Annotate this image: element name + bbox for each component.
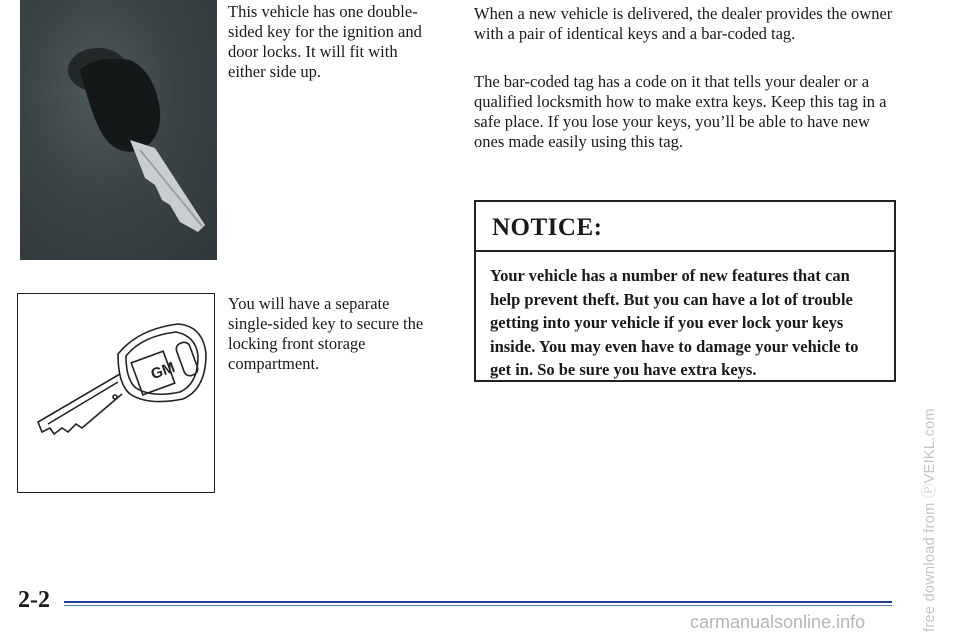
double-sided-key-illustration: [20, 0, 217, 260]
storage-key-text: You will have a separate single-sided key to secure the locking front storage compartment.: [228, 294, 424, 373]
notice-heading: NOTICE:: [476, 202, 894, 252]
key-logo-text: GM: [148, 358, 178, 384]
page-number: 2-2: [18, 587, 50, 613]
storage-key-figure: [17, 293, 215, 493]
side-watermark: free download from ⓅVEIKL.com: [922, 408, 938, 632]
footer-rule: [64, 601, 892, 603]
bar-code-text: The bar-coded tag has a code on it that tells your dealer or a qualified locksmith how to make extra keys. Keep this tag in a safe place. If you lose your keys, you’ll be able to have new ones made easily using this tag.: [474, 72, 887, 151]
key-photo: [20, 0, 217, 260]
single-sided-key-icon: [18, 294, 216, 494]
key-intro-text: This vehicle has one double-sided key for the ignition and door locks. It will fit with either side up.: [228, 2, 422, 81]
bottom-watermark: carmanualsonline.info: [690, 612, 866, 632]
notice-body: Your vehicle has a number of new features that can help prevent theft. But you can have a lot of trouble getting into your vehicle if you ever lock your keys inside. You may even have to damage your vehicle to get in. So be sure you have extra keys.: [490, 266, 859, 379]
footer-rule-thin: [64, 605, 892, 606]
delivery-text: When a new vehicle is delivered, the dealer provides the owner with a pair of identical keys and a bar-coded tag.: [474, 4, 893, 43]
notice-box: [474, 200, 896, 382]
